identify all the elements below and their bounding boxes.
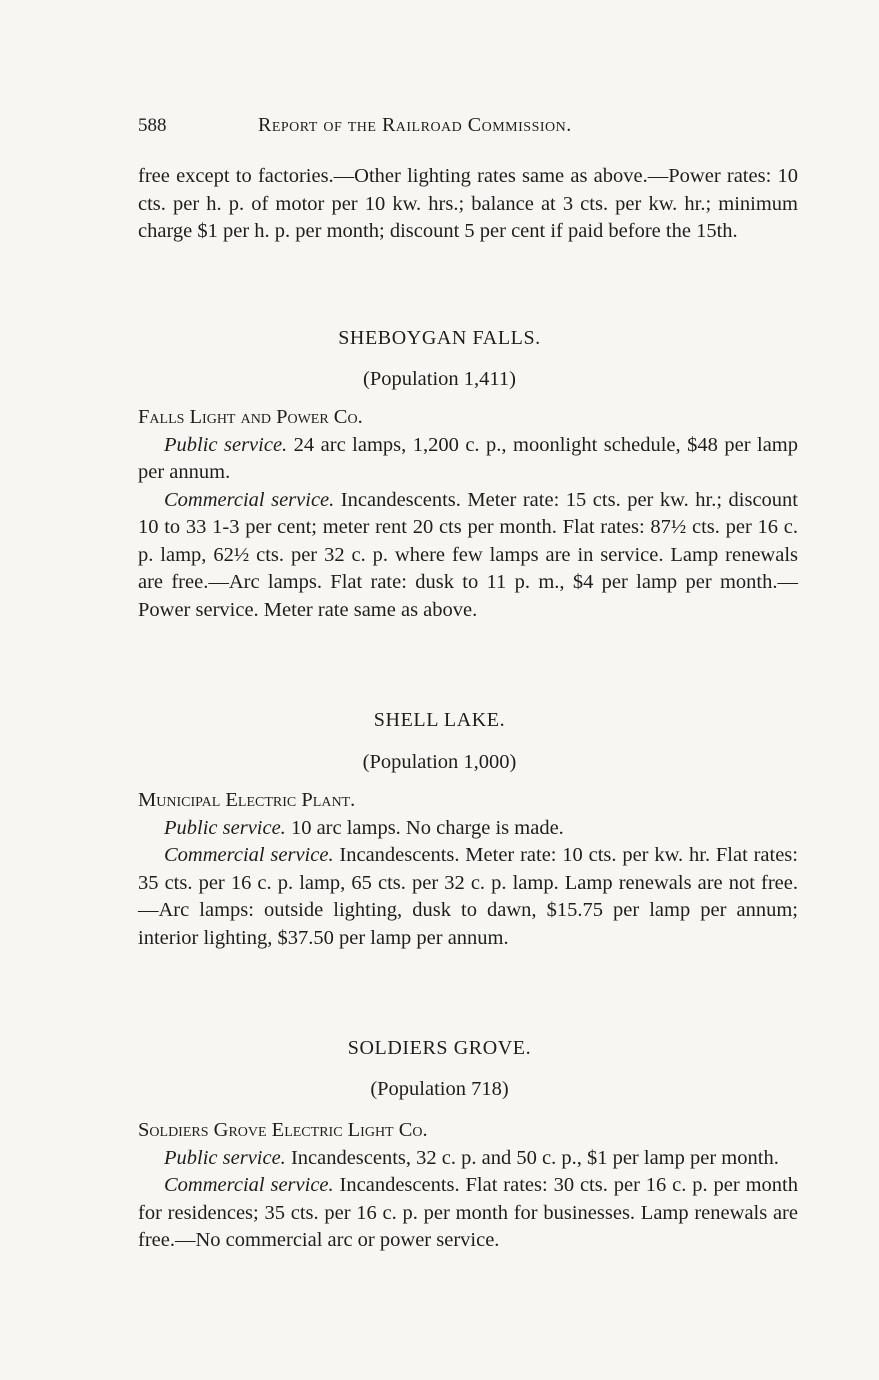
continuation-block [138, 163, 798, 246]
section-body [138, 404, 798, 624]
commercial-service-label: Commercial service. [164, 844, 334, 866]
population-line: (Population 1,000) [362, 751, 517, 773]
section-body [138, 787, 798, 952]
commercial-service-text: Incandescents. Flat rates: 30 cts. per 16 c. p. per month for residences; 35 cts. per 16 c. p. per month for businesses. Lamp renewals are free.—No commercial arc or power service. [138, 1174, 799, 1251]
public-service-text: 24 arc lamps, 1,200 c. p., moonlight schedule, $48 per lamp per annum. [138, 433, 798, 483]
company-name: Falls Light and Power Co. [138, 406, 363, 428]
public-service-label: Public service. [164, 816, 286, 839]
page-header [138, 114, 698, 137]
public-service-paragraph [138, 815, 798, 843]
commercial-service-text: Incandescents. Meter rate: 10 cts. per kw. hr. Flat rates: 35 cts. per 16 c. p. lamp, 65 cts. per 32 c. p. lamp. Lamp renewals are not free.—Arc lamps: outside lighting, dusk to dawn, $15.75 per lamp per annum; interior lighting, $37.50 per lamp per annum. [138, 844, 798, 949]
continuation-paragraph: free except to factories.—Other lighting rates same as above.—Power rates: 10 cts. per h. p. of motor per 10 kw. hrs.; balance at 3 cts. per kw. hr.; minimum charge $1 per h. p. per month; discount 5 per cent if paid before the 15th. [138, 165, 798, 242]
page-number: 588 [138, 115, 167, 136]
public-service-paragraph [138, 1145, 798, 1173]
company-name: Municipal Electric Plant. [138, 789, 356, 811]
city-heading: SOLDIERS GROVE. [347, 1037, 532, 1059]
public-service-label: Public service. [164, 433, 288, 456]
city-heading: SHEBOYGAN FALLS. [338, 327, 541, 349]
city-heading: SHELL LAKE. [373, 709, 506, 731]
commercial-service-label: Commercial service. [164, 1174, 334, 1196]
commercial-service-text: Incandescents. Meter rate: 15 cts. per kw. hr.; discount 10 to 33 1-3 per cent; meter rent 20 cts per month. Flat rates: 87½ cts. per 16 c. p. lamp, 62½ cts. per 32 c. p. where few lamps are in service. Lamp renewals are free.—Arc lamps. Flat rate: dusk to 11 p. m., $4 per lamp per month.—Power service. Meter rate same as above. [138, 488, 798, 621]
commercial-service-paragraph [138, 1172, 798, 1255]
public-service-text: 10 arc lamps. No charge is made. [285, 816, 564, 839]
population-line: (Population 718) [370, 1078, 509, 1100]
commercial-service-label: Commercial service. [164, 488, 335, 511]
public-service-paragraph [138, 432, 798, 487]
section-body [138, 1117, 798, 1255]
public-service-label: Public service. [164, 1146, 286, 1169]
running-title: Report of the Railroad Commission. [258, 114, 572, 136]
public-service-text: Incandescents, 32 c. p. and 50 c. p., $1 per lamp per month. [285, 1146, 779, 1169]
population-line: (Population 1,411) [363, 368, 516, 390]
commercial-service-paragraph [138, 842, 798, 952]
commercial-service-paragraph [138, 487, 798, 625]
company-name: Soldiers Grove Electric Light Co. [138, 1119, 428, 1141]
